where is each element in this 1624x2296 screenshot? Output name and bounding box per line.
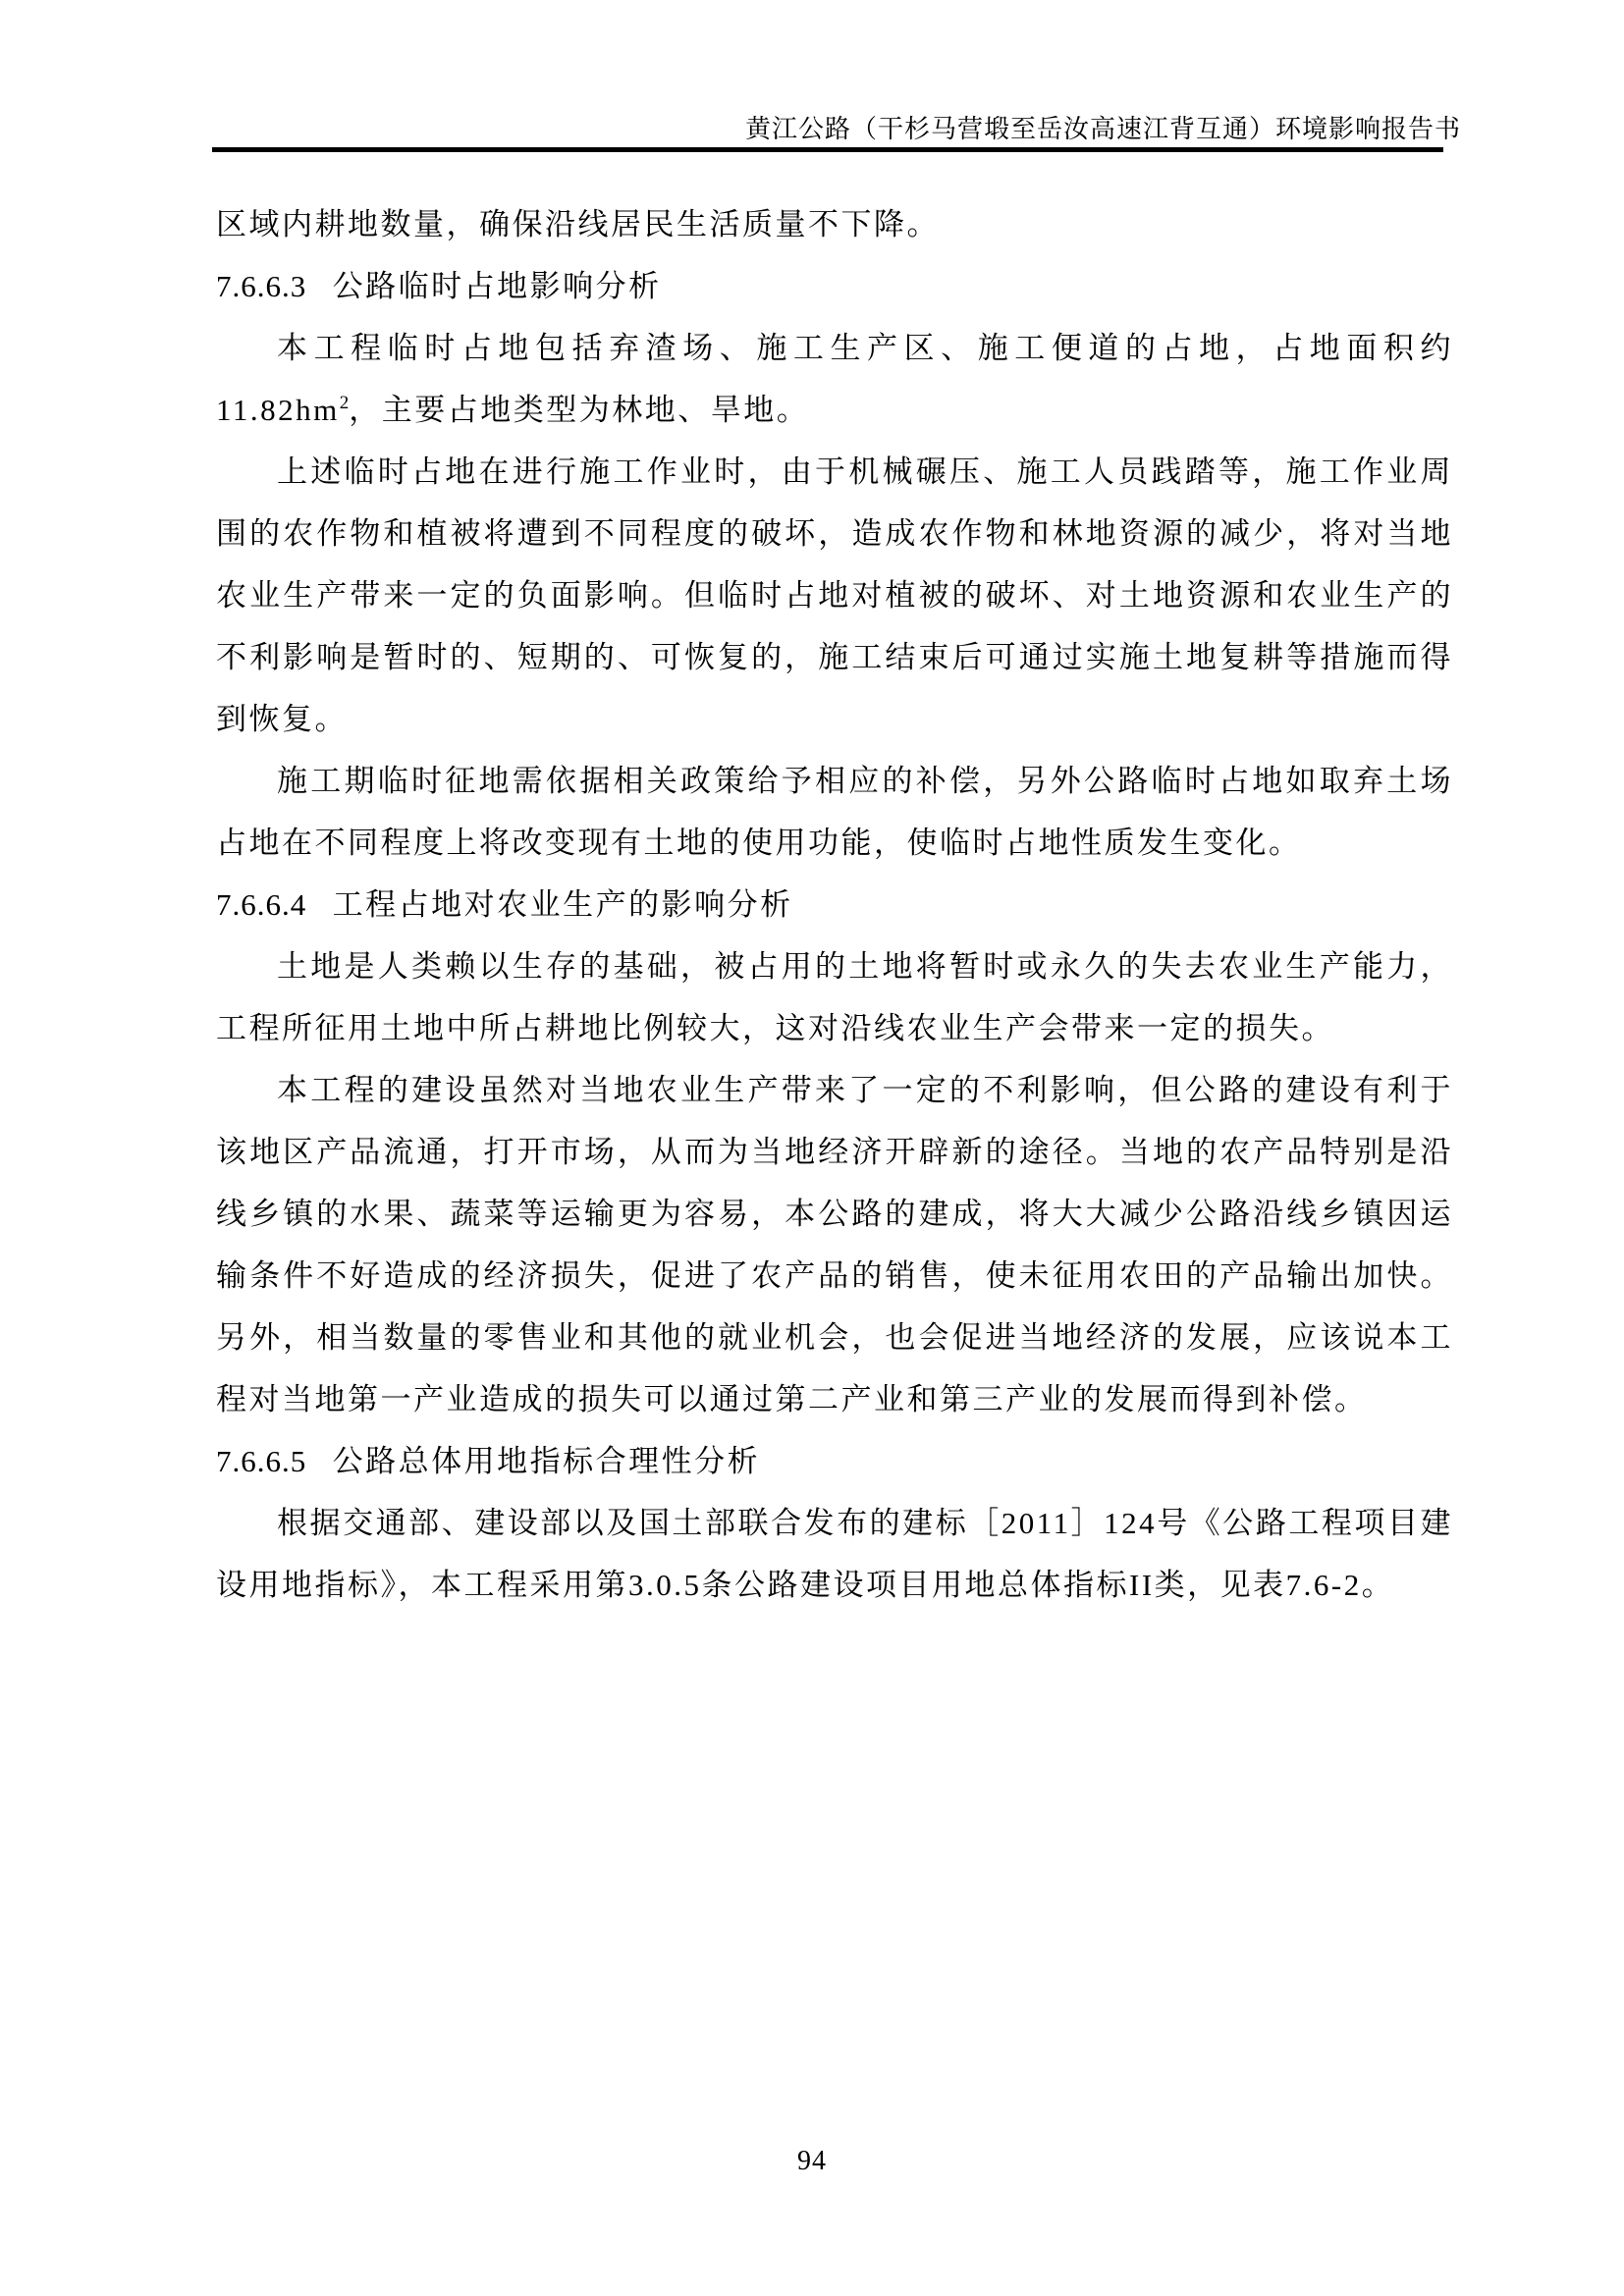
paragraph-economic-benefit: 本工程的建设虽然对当地农业生产带来了一定的不利影响，但公路的建设有利于该地区产品流通，打开市场，从而为当地经济开辟新的途径。当地的农产品特别是沿线乡镇的水果、蔬菜等运输更为容易，本公路的建成，将大大减少公路沿线乡镇因运输条件不好造成的经济损失，促进了农产品的销售，使未征用农田的产品输出加快。另外，相当数量的零售业和其他的就业机会，也会促进当地经济的发展，应该说本工程对当地第一产业造成的损失可以通过第二产业和第三产业的发展而得到补偿。 [216,1073,1453,1416]
paragraph-text: 本工程临时占地包括弃渣场、施工生产区、施工便道的占地，占地面积约11.82hm [216,331,1453,427]
page-number: 94 [797,2146,827,2176]
section-number: 7.6.6.3 [216,269,307,303]
superscript-2: 2 [339,393,350,413]
section-heading-7665 [216,1430,1453,1492]
section-heading-7663 [216,255,1453,317]
section-heading-7664 [216,874,1453,935]
section-number: 7.6.6.4 [216,887,307,922]
paragraph-continuation: 区域内耕地数量，确保沿线居民生活质量不下降。 [216,207,940,241]
paragraph-temp-land [216,317,1453,441]
paragraph-compensation: 施工期临时征地需依据相关政策给予相应的补偿，另外公路临时占地如取弃土场占地在不同程度上将改变现有土地的使用功能，使临时占地性质发生变化。 [216,764,1453,860]
section-title: 工程占地对农业生产的影响分析 [332,887,793,922]
section-number: 7.6.6.5 [216,1444,307,1478]
paragraph-text: ，主要占地类型为林地、旱地。 [349,393,810,427]
section-title: 公路临时占地影响分析 [332,269,662,303]
paragraph-construction-damage: 上述临时占地在进行施工作业时，由于机械碾压、施工人员践踏等，施工作业周围的农作物和植被将遭到不同程度的破坏，造成农作物和林地资源的减少，将对当地农业生产带来一定的负面影响。但临时占地对植被的破坏、对土地资源和农业生产的不利影响是暂时的、短期的、可恢复的，施工结束后可通过实施土地复耕等措施而得到恢复。 [216,454,1453,736]
paragraph-standard: 根据交通部、建设部以及国土部联合发布的建标［2011］124号《公路工程项目建设用地指标》，本工程采用第3.0.5条公路建设项目用地总体指标II类，见表7.6-2。 [216,1506,1453,1602]
header-rule [212,147,1443,152]
document-body [216,193,1453,1616]
paragraph-land-basis: 土地是人类赖以生存的基础，被占用的土地将暂时或永久的失去农业生产能力，工程所征用土地中所占耕地比例较大，这对沿线农业生产会带来一定的损失。 [216,949,1453,1045]
running-header: 黄江公路（干杉马营塅至岳汝高速江背互通）环境影响报告书 [744,115,1461,143]
section-title: 公路总体用地指标合理性分析 [332,1444,761,1478]
